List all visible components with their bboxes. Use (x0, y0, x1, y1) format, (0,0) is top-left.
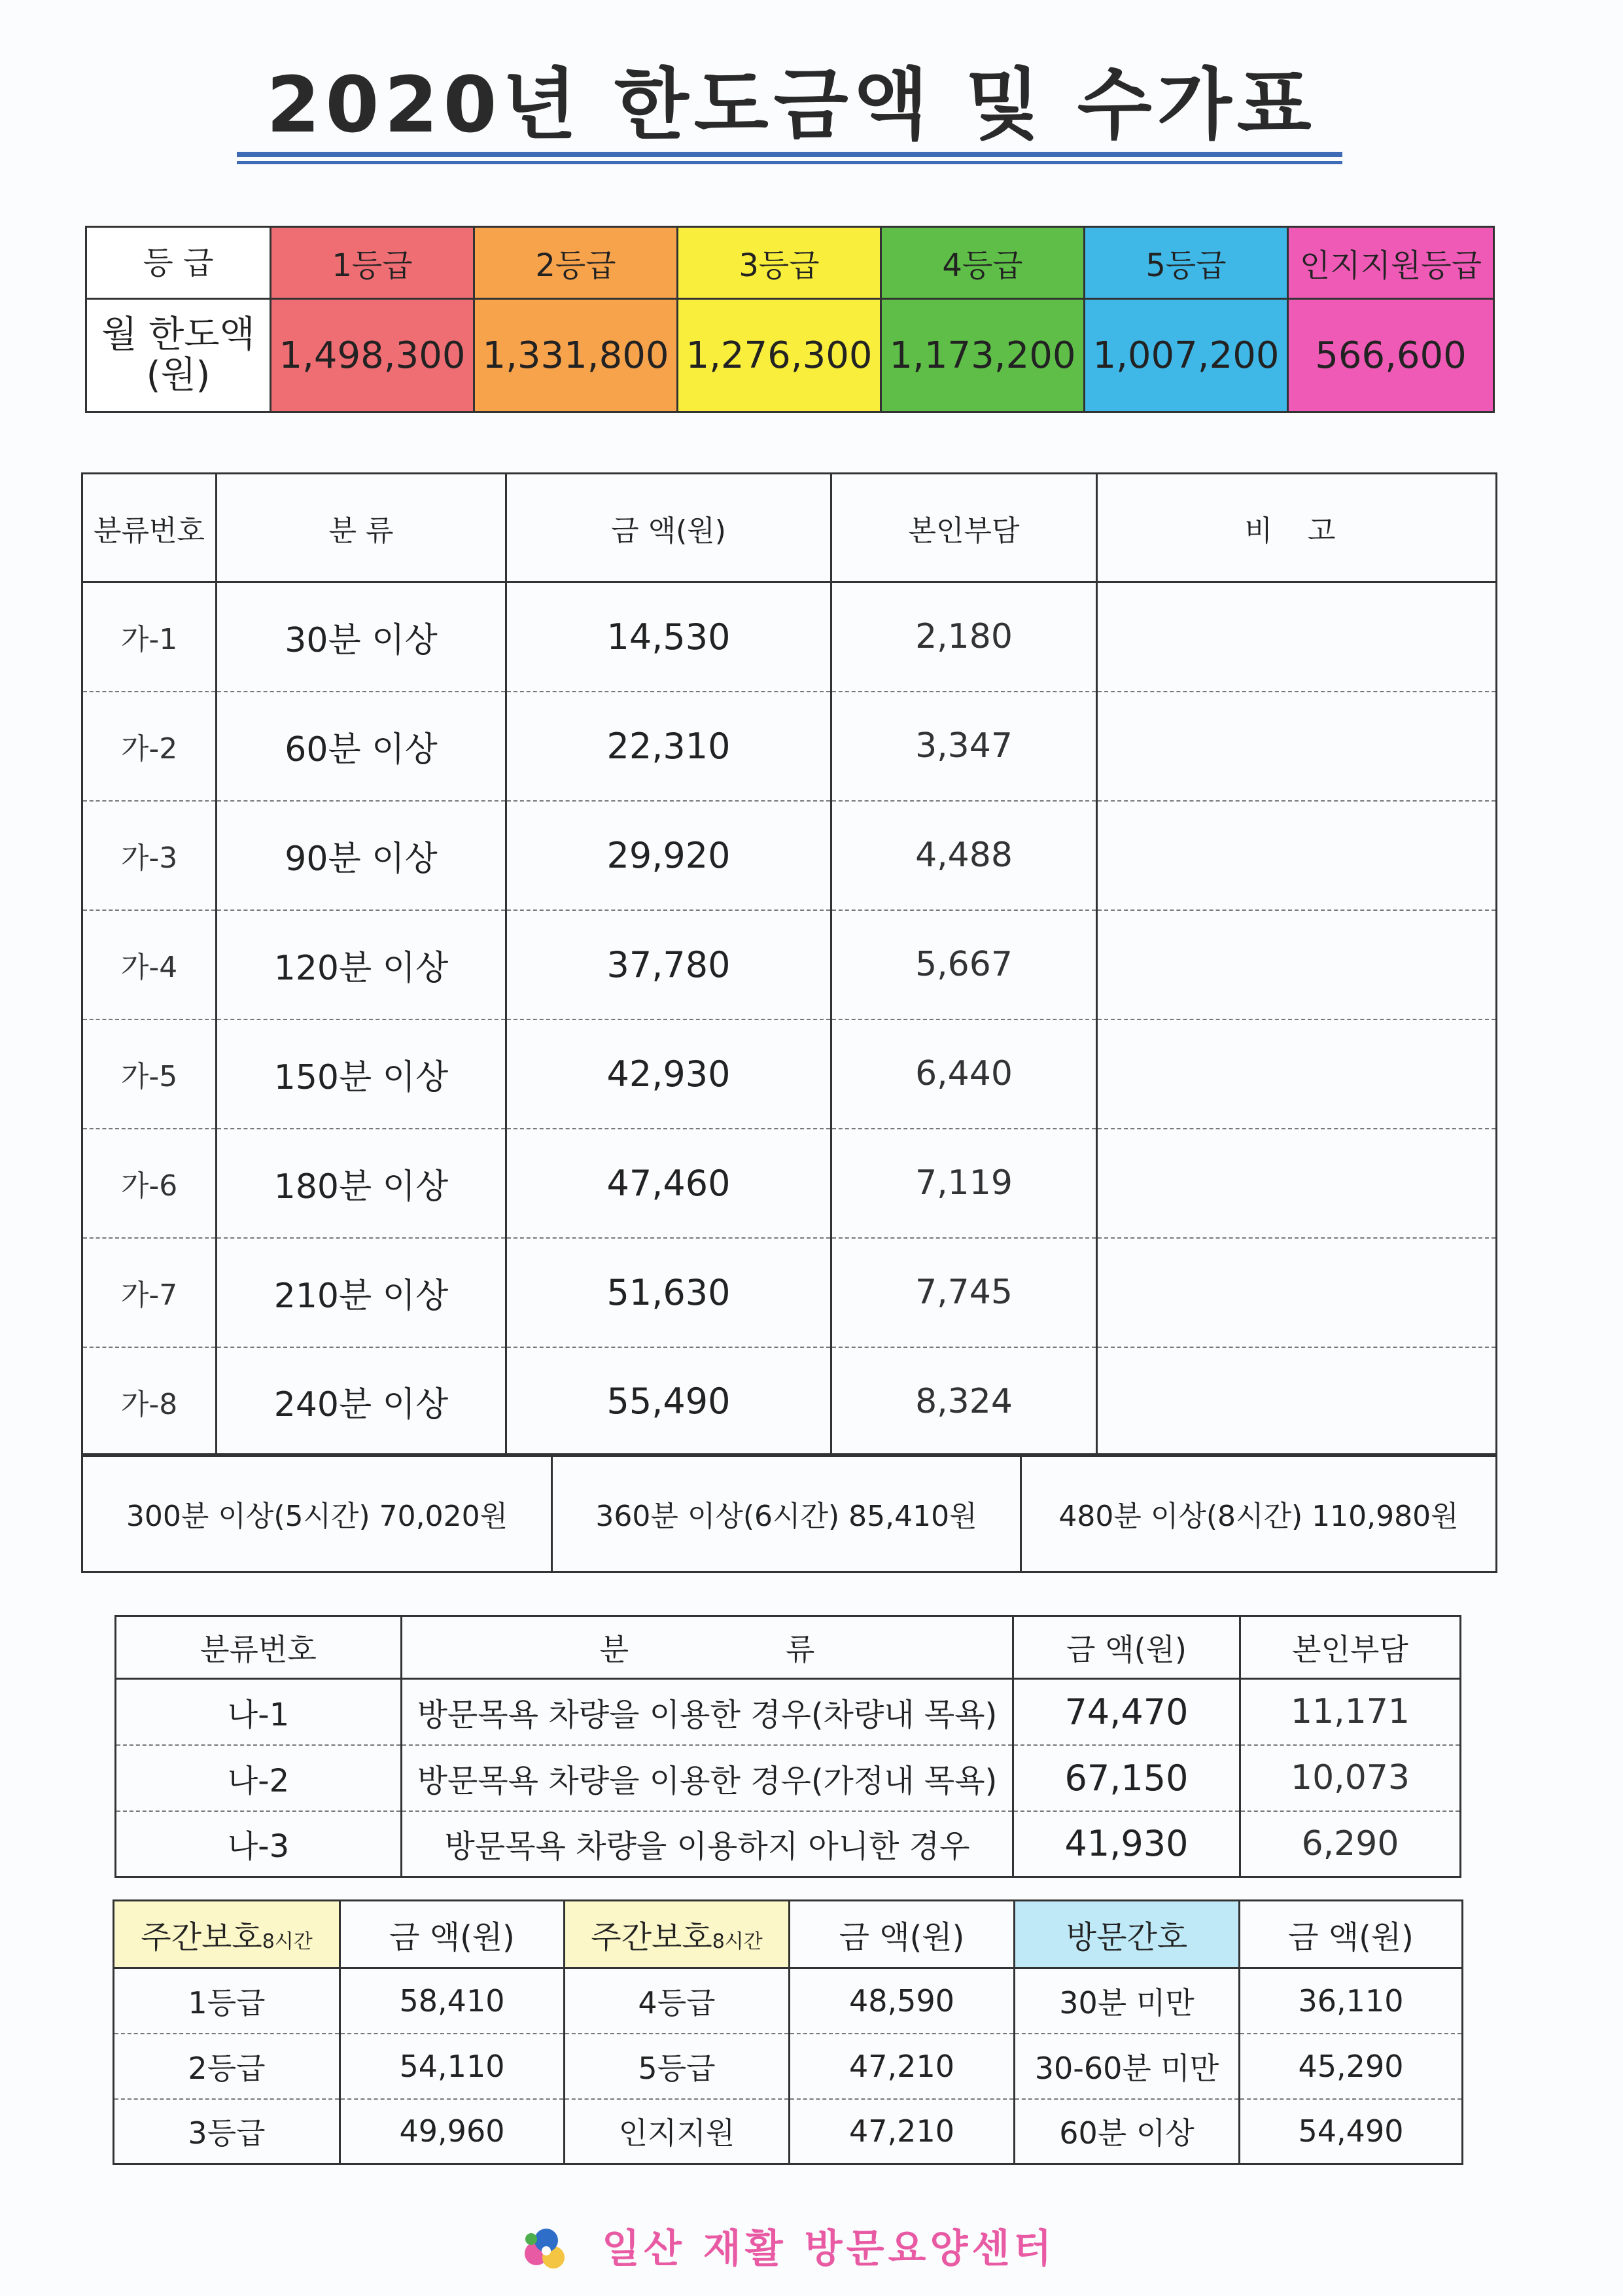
grade-5-limit: 1,007,200 (1085, 299, 1288, 412)
row-code: 가-3 (82, 801, 217, 910)
table-row (82, 1019, 1497, 1129)
nursing-duration: 30-60분 미만 (1015, 2034, 1240, 2099)
bath-row-category: 방문목욕 차량을 이용한 경우(가정내 목욕) (402, 1745, 1013, 1811)
bath-row-self-pay: 11,171 (1240, 1679, 1461, 1745)
bath-row-amount: 67,150 (1013, 1745, 1240, 1811)
row-code: 가-2 (82, 692, 217, 801)
row-note (1097, 582, 1497, 692)
row-category: 30분 이상 (217, 582, 506, 692)
row-note (1097, 1347, 1497, 1457)
extended-6-hours: 360분 이상(6시간) 85,410원 (552, 1455, 1021, 1572)
daycare-amount-b: 47,210 (790, 2099, 1015, 2164)
row-code: 가-5 (82, 1019, 217, 1129)
daycare-grade-a: 3등급 (114, 2099, 340, 2164)
row-note (1097, 801, 1497, 910)
daycare-grade-a: 2등급 (114, 2034, 340, 2099)
bath-row-self-pay: 10,073 (1240, 1745, 1461, 1811)
row-amount: 42,930 (506, 1019, 831, 1129)
grade-3-header: 3등급 (678, 227, 881, 299)
row-code: 가-8 (82, 1347, 217, 1457)
table-row (82, 910, 1497, 1019)
nursing-duration: 30분 미만 (1015, 1968, 1240, 2034)
table-row (82, 582, 1497, 692)
visit-bath-fee-table (114, 1615, 1461, 1878)
bath-row-amount: 74,470 (1013, 1679, 1240, 1745)
extended-8-hours: 480분 이상(8시간) 110,980원 (1021, 1455, 1497, 1572)
monthly-limit-table (85, 226, 1495, 413)
grade-2-header: 2등급 (474, 227, 678, 299)
table-row (82, 1347, 1497, 1457)
bath-header-category (402, 1616, 1013, 1679)
table-row (82, 1129, 1497, 1238)
row-amount: 37,780 (506, 910, 831, 1019)
row-amount: 22,310 (506, 692, 831, 801)
row-amount: 51,630 (506, 1238, 831, 1347)
table-row (116, 1811, 1461, 1877)
row-amount: 29,920 (506, 801, 831, 910)
row-code: 가-4 (82, 910, 217, 1019)
header-code: 분류번호 (82, 474, 217, 582)
daycare-amount-a: 49,960 (340, 2099, 565, 2164)
header-amount: 금 액(원) (506, 474, 831, 582)
bath-header-self-pay: 본인부담 (1240, 1616, 1461, 1679)
daycare-amount-a: 54,110 (340, 2034, 565, 2099)
visit-care-fee-table (81, 472, 1497, 1457)
daycare-grade-b: 인지지원 (565, 2099, 790, 2164)
daycare-grade-b: 4등급 (565, 1968, 790, 2034)
daycare-amount-b: 48,590 (790, 1968, 1015, 2034)
daycare-amount-a: 58,410 (340, 1968, 565, 2034)
row-self-pay: 2,180 (831, 582, 1097, 692)
header-self-pay: 본인부담 (831, 474, 1097, 582)
row-self-pay: 6,440 (831, 1019, 1097, 1129)
nursing-amount-header: 금 액(원) (1240, 1901, 1463, 1968)
title-underline-thin (237, 161, 1342, 164)
flower-logo-icon (517, 2219, 576, 2278)
cognitive-grade-header: 인지지원등급 (1288, 227, 1494, 299)
row-category: 120분 이상 (217, 910, 506, 1019)
row-category: 240분 이상 (217, 1347, 506, 1457)
table-row (82, 692, 1497, 801)
grade-4-limit: 1,173,200 (881, 299, 1085, 412)
monthly-limit-label (86, 299, 271, 412)
grade-1-header: 1등급 (271, 227, 474, 299)
bath-row-category: 방문목욕 차량을 이용한 경우(차량내 목욕) (402, 1679, 1013, 1745)
table-row (82, 1238, 1497, 1347)
cognitive-grade-limit: 566,600 (1288, 299, 1494, 412)
table-row (114, 2034, 1463, 2099)
daycare-header-1-hours: 8시간 (262, 1930, 313, 1953)
row-note (1097, 692, 1497, 801)
row-code: 가-7 (82, 1238, 217, 1347)
nursing-header: 방문간호 (1015, 1901, 1240, 1968)
bath-row-code: 나-3 (116, 1811, 402, 1877)
daycare-header-2-label: 주간보호 (591, 1918, 712, 1956)
monthly-limit-label-text: 월 한도액 (101, 313, 255, 356)
bath-row-self-pay: 6,290 (1240, 1811, 1461, 1877)
monthly-limit-unit: (원) (146, 354, 211, 397)
daycare-amount-header-2: 금 액(원) (790, 1901, 1015, 1968)
daycare-header-1 (114, 1901, 340, 1968)
bath-header-category-part2: 류 (786, 1631, 815, 1667)
row-note (1097, 1129, 1497, 1238)
table-row (82, 801, 1497, 910)
row-code: 가-6 (82, 1129, 217, 1238)
grade-2-limit: 1,331,800 (474, 299, 678, 412)
grade-4-header: 4등급 (881, 227, 1085, 299)
bath-row-code: 나-1 (116, 1679, 402, 1745)
bath-row-category: 방문목욕 차량을 이용하지 아니한 경우 (402, 1811, 1013, 1877)
nursing-amount: 45,290 (1240, 2034, 1463, 2099)
row-amount: 55,490 (506, 1347, 831, 1457)
daycare-header-2 (565, 1901, 790, 1968)
row-category: 60분 이상 (217, 692, 506, 801)
bath-header-category-part1: 분 (599, 1631, 629, 1667)
grade-1-limit: 1,498,300 (271, 299, 474, 412)
grade-3-limit: 1,276,300 (678, 299, 881, 412)
table-row (116, 1745, 1461, 1811)
row-category: 150분 이상 (217, 1019, 506, 1129)
daycare-header-1-label: 주간보호 (141, 1918, 262, 1956)
row-self-pay: 3,347 (831, 692, 1097, 801)
daycare-nursing-fee-table (113, 1899, 1463, 2165)
row-category: 90분 이상 (217, 801, 506, 910)
daycare-header-2-hours: 8시간 (712, 1930, 763, 1953)
row-amount: 47,460 (506, 1129, 831, 1238)
grade-header-label: 등 급 (86, 227, 271, 299)
row-category: 210분 이상 (217, 1238, 506, 1347)
nursing-duration: 60분 이상 (1015, 2099, 1240, 2164)
grade-5-header: 5등급 (1085, 227, 1288, 299)
row-self-pay: 4,488 (831, 801, 1097, 910)
table-row (114, 2099, 1463, 2164)
nursing-amount: 36,110 (1240, 1968, 1463, 2034)
bath-row-amount: 41,930 (1013, 1811, 1240, 1877)
row-self-pay: 7,119 (831, 1129, 1097, 1238)
row-code: 가-1 (82, 582, 217, 692)
table-row (114, 1968, 1463, 2034)
row-note (1097, 1019, 1497, 1129)
center-name: 일산 재활 방문요양센터 (602, 2226, 1056, 2272)
daycare-amount-header-1: 금 액(원) (340, 1901, 565, 1968)
row-amount: 14,530 (506, 582, 831, 692)
row-note (1097, 910, 1497, 1019)
header-note: 비 고 (1097, 474, 1497, 582)
daycare-amount-b: 47,210 (790, 2034, 1015, 2099)
row-self-pay: 5,667 (831, 910, 1097, 1019)
page-title: 2020년 한도금액 및 수가표 (266, 60, 1317, 150)
row-note (1097, 1238, 1497, 1347)
extended-5-hours: 300분 이상(5시간) 70,020원 (82, 1455, 552, 1572)
daycare-grade-a: 1등급 (114, 1968, 340, 2034)
bath-header-code: 분류번호 (116, 1616, 402, 1679)
bath-header-amount: 금 액(원) (1013, 1616, 1240, 1679)
row-category: 180분 이상 (217, 1129, 506, 1238)
table-row (116, 1679, 1461, 1745)
bath-row-code: 나-2 (116, 1745, 402, 1811)
daycare-grade-b: 5등급 (565, 2034, 790, 2099)
nursing-amount: 54,490 (1240, 2099, 1463, 2164)
row-self-pay: 8,324 (831, 1347, 1097, 1457)
title-underline (237, 152, 1342, 157)
extended-visit-care-row (81, 1453, 1497, 1573)
row-self-pay: 7,745 (831, 1238, 1097, 1347)
header-category: 분 류 (217, 474, 506, 582)
